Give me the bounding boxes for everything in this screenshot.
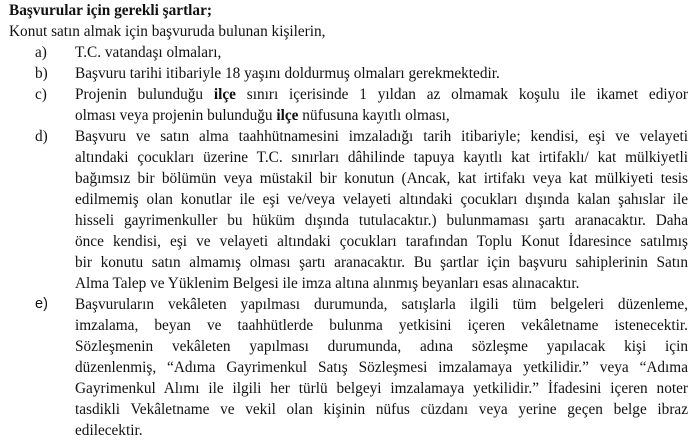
list-item-b [9,63,688,84]
item-line: edilmemiş olan konutlar ile eşi ve/veya velayeti altındaki çocukları dışında kalan şahıslar ile [75,191,688,208]
item-line: Sözleşmenin vekâleten yapılması durumunda, adına sözleşme yapılacak kişi için [75,338,688,355]
item-line: bir konutu satın almamış olması şartı aranacaktır. Bu şartlar için başvuru sahiplerinin Satın [75,254,688,271]
list-item-a [9,42,688,63]
list-marker: d) [35,128,48,145]
item-line: hisseli gayrimenkuller bu hüküm dışında tutulacaktır.) bulunmaması şartı aranacaktır. Daha [75,212,688,229]
text-segment: sınırı içerisinde 1 yıldan az olmamak koşulu ile ikamet ediyor [235,86,688,103]
list-item-c [9,84,688,126]
item-line: Gayrimenkul Alımı ile ilgili her türlü belgeyi imzalamaya yetkilidir.” İfadesini içeren noter [75,380,688,397]
intro-text: Konut satın almak için başvuruda bulunan kişilerin, [9,23,326,40]
item-line: imzalama, beyan ve taahhütlerde bulunma yetkisini içeren vekâletname istenecektir. [75,317,688,334]
item-line: altındaki çocukları üzerine T.C. sınırları dâhilinde tapuya kayıtlı kat irtifaklı/ kat mülkiyetli [75,149,688,166]
list-marker: c) [35,86,47,103]
item-line: bağımsız bir bölümün veya müstakil bir konutun (Ancak, kat irtifakı veya kat mülkiyeti tesis [75,170,688,187]
item-line: edilecektir. [75,422,143,439]
item-line: Başvuru ve satın alma taahhütnamesini imzaladığı tarih itibariyle; kendisi, eşi ve velayeti [75,128,688,145]
bold-keyword: ilçe [276,107,299,124]
item-line: önce kendisi, eşi ve velayeti altındaki çocukları tarafından Toplu Konut İdaresince satılmış [75,233,688,250]
item-line: Alma Talep ve Yüklenim Belgesi ile imza altına alınmış beyanları esas alınacaktır. [75,275,580,292]
item-line: Başvuruların vekâleten yapılması durumunda, satışlarla ilgili tüm belgeleri düzenleme, [75,296,688,313]
text-segment: nüfusuna kayıtlı olması, [298,107,450,124]
item-line: Başvuru tarihi itibariyle 18 yaşını doldurmuş olmaları gerekmektedir. [75,65,500,82]
document [9,0,695,441]
item-line [75,84,688,105]
text-segment: olması veya projenin bulunduğu [75,107,277,124]
item-line: tasdikli Vekâletname ve vekil olan kişinin nüfus cüzdanı veya yerine geçen belge ibraz [75,401,688,418]
item-line: T.C. vatandaşı olmaları, [75,44,222,61]
section-heading: Başvurular için gerekli şartlar; [9,2,212,19]
item-line [75,105,688,126]
list-marker: e) [35,296,48,312]
item-line: düzenlenmiş, “Adıma Gayrimenkul Satış Sözleşmesi imzalamaya yetkilidir.” veya “Adıma [75,359,688,376]
bold-keyword: ilçe [213,86,236,103]
list-marker: a) [35,44,47,61]
list-item-e [9,294,688,441]
text-segment: Projenin bulunduğu [75,86,214,103]
list-marker: b) [35,65,48,82]
list-item-d [9,126,688,294]
